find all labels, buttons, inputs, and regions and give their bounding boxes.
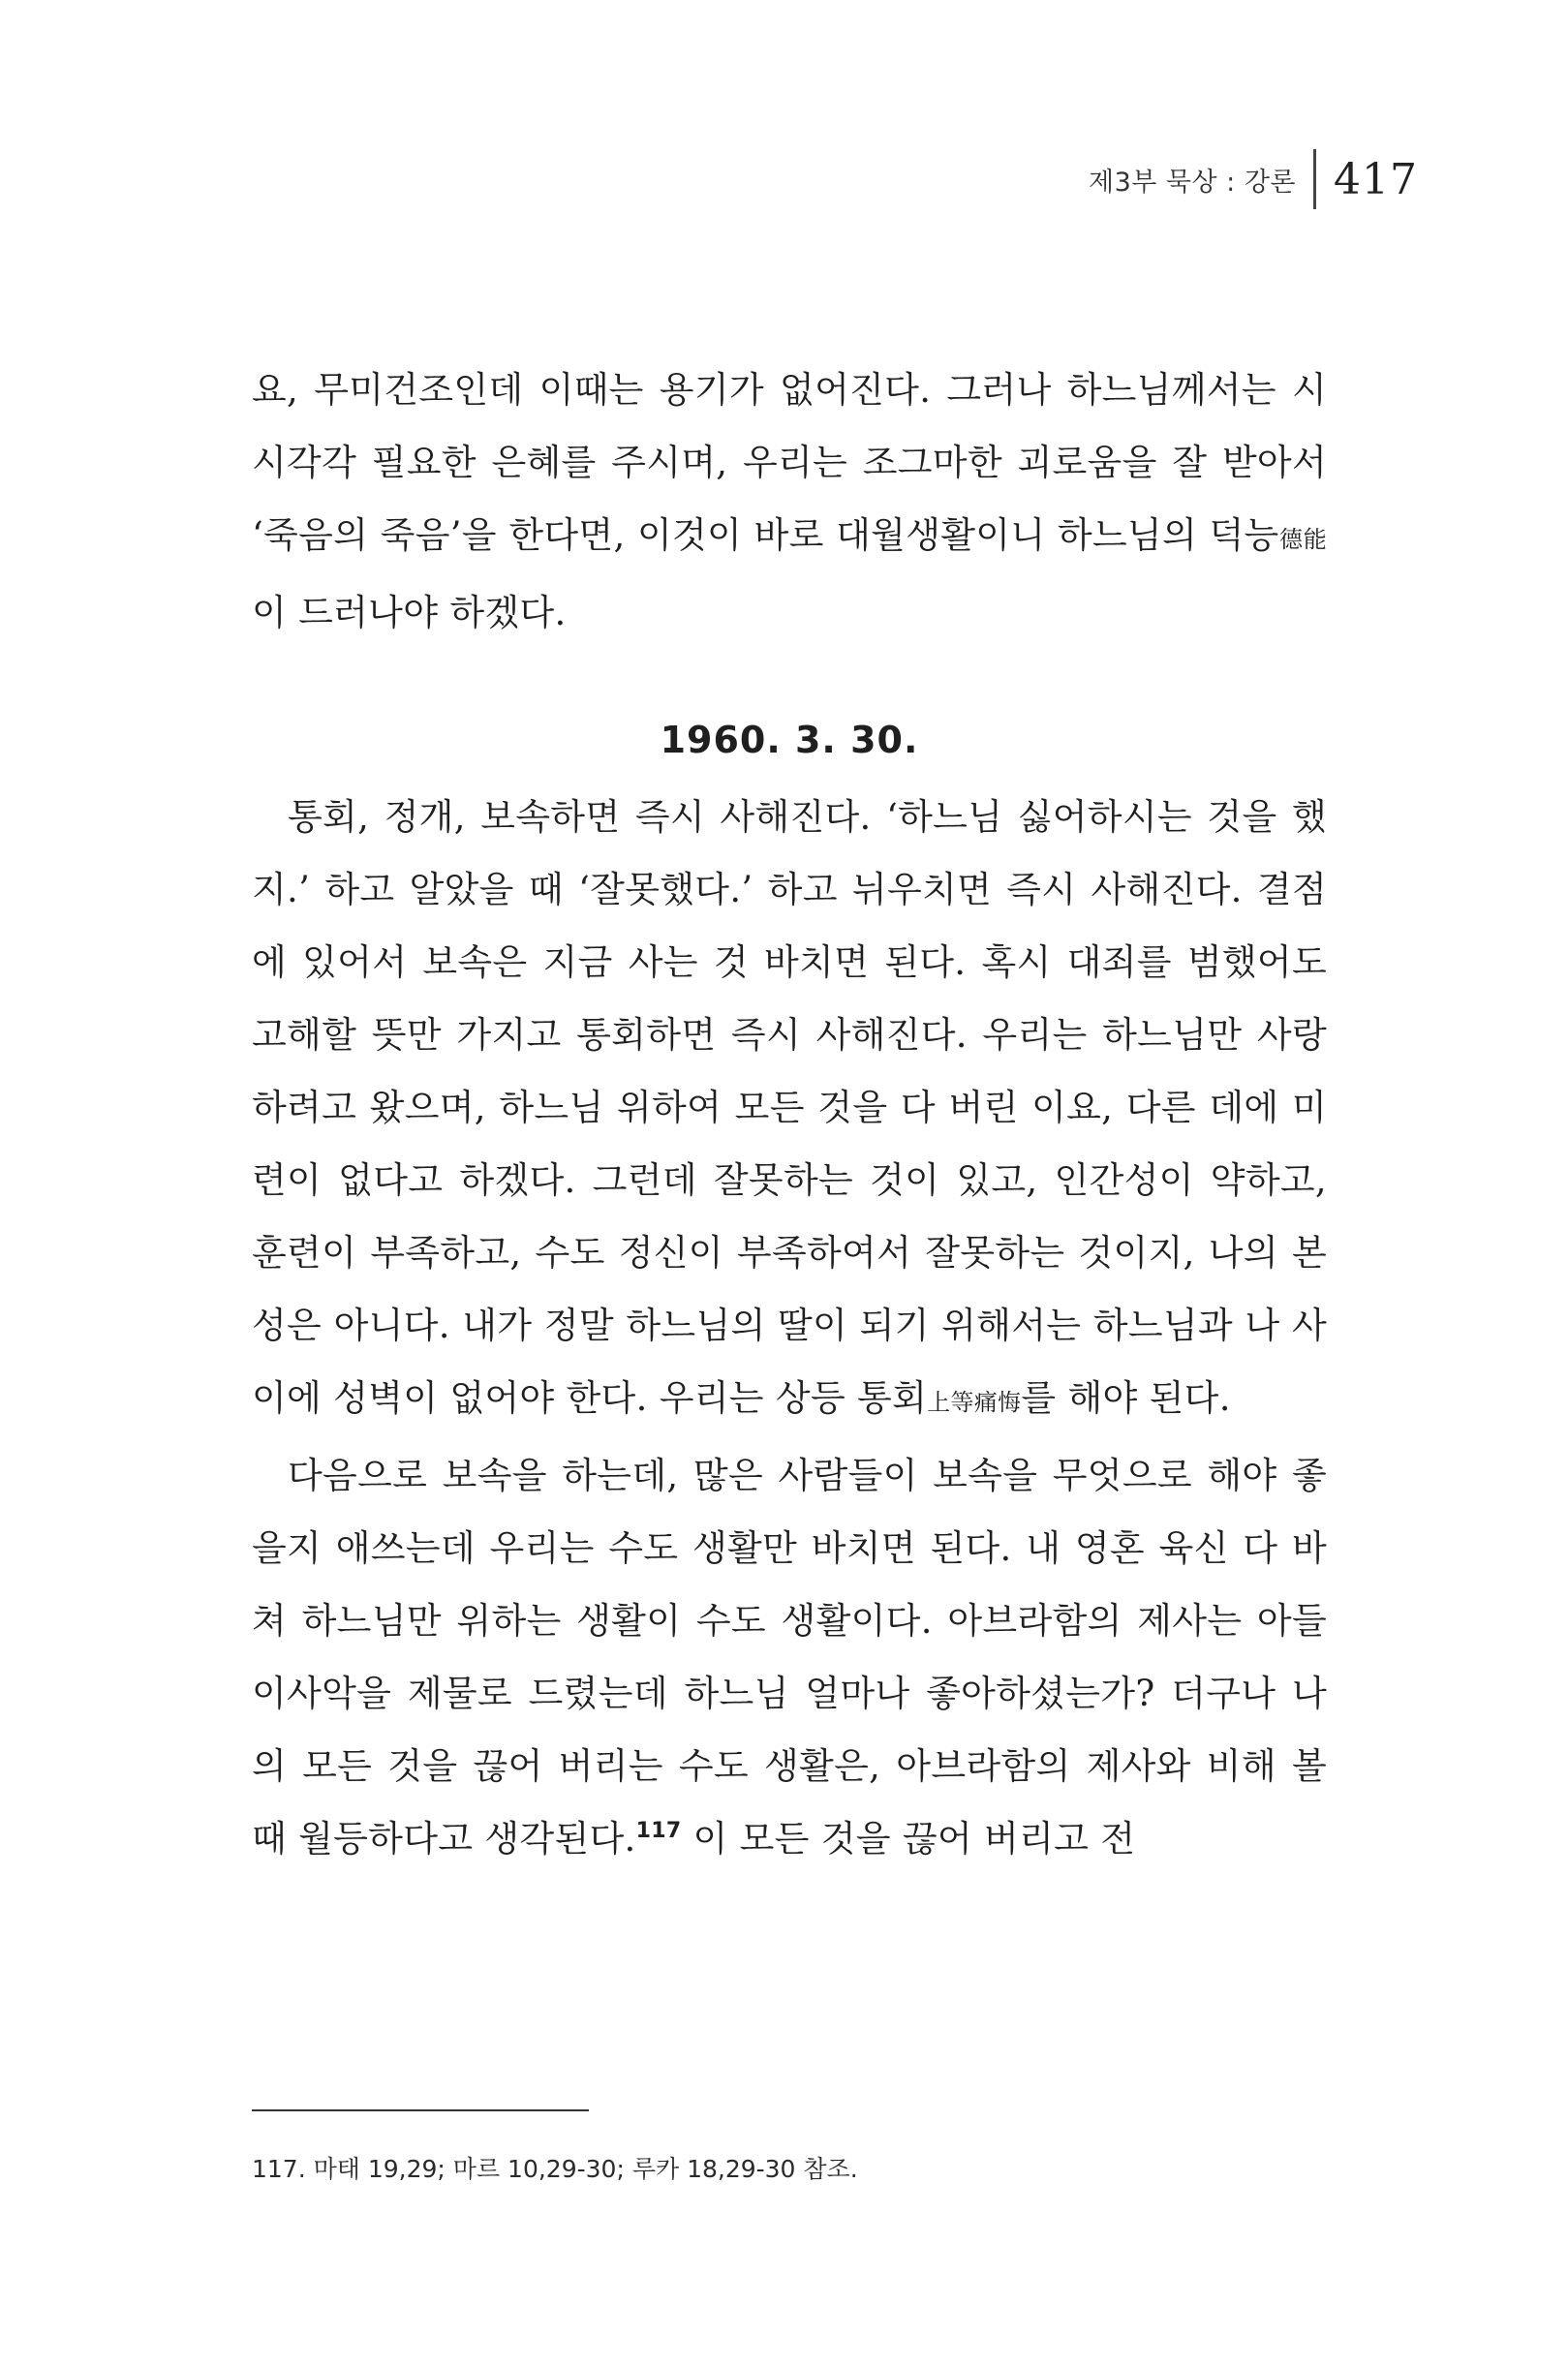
running-title: 제3부 묵상 : 강론 — [1089, 167, 1297, 198]
date-heading: 1960. 3. 30. — [660, 719, 919, 761]
footnote-divider — [252, 2109, 589, 2111]
body-text — [252, 354, 1327, 1875]
paragraph-3-text-a: 다음으로 보속을 하는데, 많은 사람들이 보속을 무엇으로 해야 좋을지 애쓰는데 우리는 수도 생활만 바치면 된다. 내 영혼 육신 다 바쳐 하느님만 위하는 생활이 수도 생활이다. 아브라함의 제사는 아들 이사악을 제물로 드렸는데 하느님 얼마나 좋아하셨는가? 더구나 나의 모든 것을 끊어 버리는 수도 생활은, 아브라함의 제사와 비해 볼 때 월등하다고 생각된다. — [252, 1455, 1327, 1860]
header-divider — [1313, 149, 1316, 209]
paragraph-2 — [252, 781, 1327, 1439]
paragraph-2-text-b: 를 해야 된다. — [1021, 1377, 1231, 1419]
paragraph-1-text-b: 이 드러나야 하겠다. — [252, 592, 567, 633]
paragraph-2-hanja: 上等痛悔 — [927, 1389, 1022, 1416]
paragraph-1-text-a: 요, 무미건조인데 이때는 용기가 없어진다. 그러나 하느님께서는 시시각각 필요한 은혜를 주시며, 우리는 조그마한 괴로움을 잘 받아서 ‘죽음의 죽음’을 한다면, 이것이 바로 대월생활이니 하느님의 덕능 — [252, 369, 1327, 556]
footnote: 117. 마태 19,29; 마르 10,29-30; 루카 18,29-30 참조. — [252, 2155, 858, 2183]
running-header — [1089, 145, 1418, 213]
paragraph-1-hanja: 德能 — [1278, 526, 1327, 553]
paragraph-1 — [252, 354, 1327, 649]
paragraph-2-text-a: 통회, 정개, 보속하면 즉시 사해진다. ‘하느님 싫어하시는 것을 했지.’ 하고 알았을 때 ‘잘못했다.’ 하고 뉘우치면 즉시 사해진다. 결점에 있어서 보속은 지금 사는 것 바치면 된다. 혹시 대죄를 범했어도 고해할 뜻만 가지고 통회하면 즉시 사해진다. 우리는 하느님만 사랑하려고 왔으며, 하느님 위하여 모든 것을 다 버린 이요, 다른 데에 미련이 없다고 하겠다. 그런데 잘못하는 것이 있고, 인간성이 약하고, 훈련이 부족하고, 수도 정신이 부족하여서 잘못하는 것이지, 나의 본성은 아니다. 내가 정말 하느님의 딸이 되기 위해서는 하느님과 나 사이에 성벽이 없어야 한다. 우리는 상등 통회 — [252, 796, 1327, 1419]
paragraph-3-text-b: 이 모든 것을 끊어 버리고 전 — [681, 1818, 1136, 1860]
paragraph-3 — [252, 1439, 1327, 1875]
footnote-reference[interactable]: 117 — [635, 1819, 682, 1843]
page-number: 417 — [1334, 154, 1418, 204]
